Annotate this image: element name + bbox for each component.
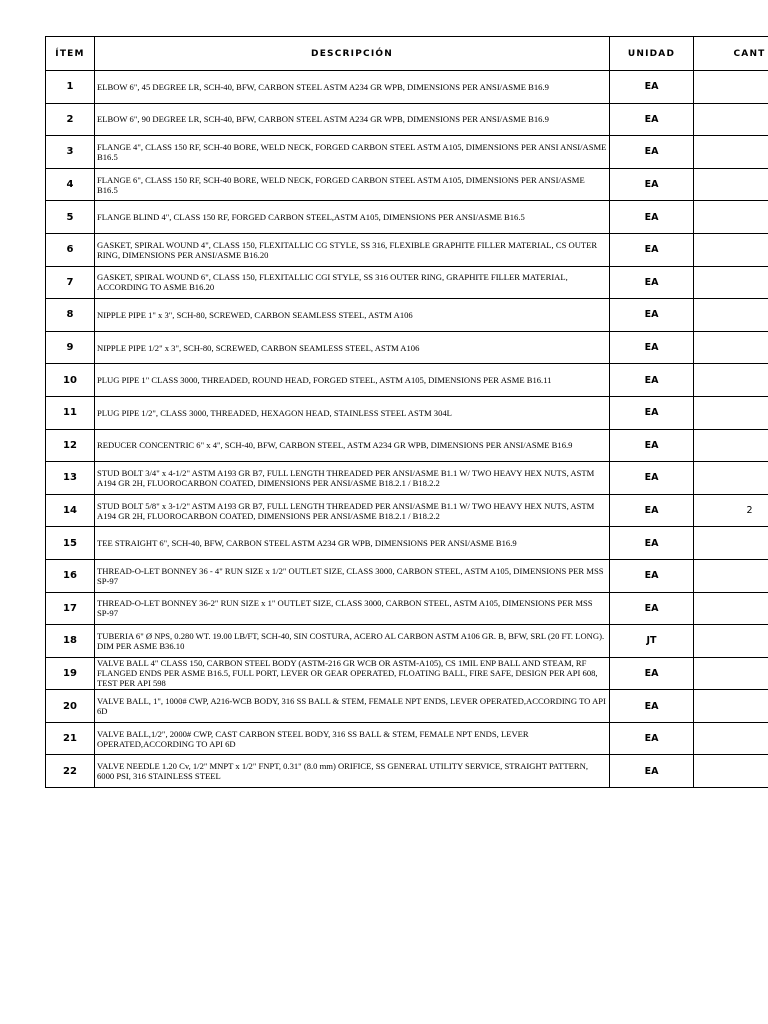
header-row [46, 37, 768, 71]
description-cell: TEE STRAIGHT 6", SCH-40, BFW, CARBON STEEL ASTM A234 GR WPB, DIMENSIONS PER ANSI/ASME B16.9 [95, 527, 610, 560]
quantity-cell [694, 722, 768, 755]
quantity-cell [694, 396, 768, 429]
item-cell: 16 [46, 559, 95, 592]
description-cell: PLUG PIPE 1" CLASS 3000, THREADED, ROUND HEAD, FORGED STEEL, ASTM A105, DIMENSIONS PER ASME B16.11 [95, 364, 610, 397]
quantity-cell [694, 299, 768, 332]
unit-cell: EA [610, 592, 694, 625]
description-cell: THREAD-O-LET BONNEY 36-2" RUN SIZE x 1" OUTLET SIZE, CLASS 3000, CARBON STEEL, ASTM A105, DIMENSIONS PER MSS SP-97 [95, 592, 610, 625]
item-cell: 14 [46, 494, 95, 527]
description-cell: REDUCER CONCENTRIC 6" x 4", SCH-40, BFW, CARBON STEEL, ASTM A234 GR WPB, DIMENSIONS PER ANSI/ASME B16.9 [95, 429, 610, 462]
quantity-cell [694, 201, 768, 234]
unit-cell: EA [610, 201, 694, 234]
item-cell: 10 [46, 364, 95, 397]
unit-cell: EA [610, 559, 694, 592]
item-cell: 3 [46, 136, 95, 169]
table-row [46, 657, 768, 690]
header-unit: UNIDAD [610, 37, 694, 71]
table-row [46, 331, 768, 364]
table-row [46, 625, 768, 658]
table-row [46, 168, 768, 201]
table-row [46, 690, 768, 723]
header-item: ÍTEM [46, 37, 95, 71]
item-cell: 12 [46, 429, 95, 462]
unit-cell: EA [610, 755, 694, 788]
description-cell: ELBOW 6", 45 DEGREE LR, SCH-40, BFW, CARBON STEEL ASTM A234 GR WPB, DIMENSIONS PER ANSI/ASME B16.9 [95, 71, 610, 104]
item-cell: 17 [46, 592, 95, 625]
unit-cell: EA [610, 136, 694, 169]
unit-cell: EA [610, 462, 694, 495]
quantity-cell [694, 136, 768, 169]
unit-cell: EA [610, 71, 694, 104]
unit-cell: EA [610, 168, 694, 201]
quantity-cell [694, 690, 768, 723]
materials-table [45, 36, 768, 788]
item-cell: 20 [46, 690, 95, 723]
item-cell: 9 [46, 331, 95, 364]
unit-cell: EA [610, 266, 694, 299]
quantity-cell [694, 559, 768, 592]
header-quantity: CANT [694, 37, 768, 71]
materials-sheet [45, 36, 768, 788]
description-cell: NIPPLE PIPE 1" x 3", SCH-80, SCREWED, CARBON SEAMLESS STEEL, ASTM A106 [95, 299, 610, 332]
quantity-cell [694, 103, 768, 136]
item-cell: 13 [46, 462, 95, 495]
unit-cell: EA [610, 527, 694, 560]
quantity-cell [694, 527, 768, 560]
item-cell: 21 [46, 722, 95, 755]
table-row [46, 592, 768, 625]
table-row [46, 201, 768, 234]
item-cell: 2 [46, 103, 95, 136]
item-cell: 18 [46, 625, 95, 658]
unit-cell: EA [610, 657, 694, 690]
quantity-cell [694, 592, 768, 625]
description-cell: STUD BOLT 3/4" x 4-1/2" ASTM A193 GR B7, FULL LENGTH THREADED PER ANSI/ASME B1.1 W/ TWO HEAVY HEX NUTS, ASTM A194 GR 2H, FLUOROCARBON COATED, DIMENSIONS PER ANSI/ASME B18.2.1 / B18.2.2 [95, 462, 610, 495]
quantity-cell [694, 429, 768, 462]
quantity-cell [694, 331, 768, 364]
item-cell: 5 [46, 201, 95, 234]
description-cell: PLUG PIPE 1/2", CLASS 3000, THREADED, HEXAGON HEAD, STAINLESS STEEL ASTM 304L [95, 396, 610, 429]
description-cell: GASKET, SPIRAL WOUND 4", CLASS 150, FLEXITALLIC CG STYLE, SS 316, FLEXIBLE GRAPHITE FILLER MATERIAL, CS OUTER RING, DIMENSIONS PER ANSI/ASME B16.20 [95, 233, 610, 266]
description-cell: FLANGE 6", CLASS 150 RF, SCH-40 BORE, WELD NECK, FORGED CARBON STEEL ASTM A105, DIMENSIONS PER ANSI/ASME B16.5 [95, 168, 610, 201]
quantity-cell [694, 657, 768, 690]
unit-cell: EA [610, 364, 694, 397]
unit-cell: EA [610, 103, 694, 136]
table-row [46, 559, 768, 592]
description-cell: VALVE BALL, 1", 1000# CWP, A216-WCB BODY, 316 SS BALL & STEM, FEMALE NPT ENDS, LEVER OPERATED,ACCORDING TO API 6D [95, 690, 610, 723]
description-cell: VALVE BALL,1/2", 2000# CWP, CAST CARBON STEEL BODY, 316 SS BALL & STEM, FEMALE NPT ENDS, LEVER OPERATED,ACCORDING TO API 6D [95, 722, 610, 755]
quantity-cell [694, 71, 768, 104]
quantity-cell [694, 233, 768, 266]
item-cell: 11 [46, 396, 95, 429]
item-cell: 8 [46, 299, 95, 332]
quantity-cell [694, 625, 768, 658]
table-row [46, 233, 768, 266]
table-row [46, 527, 768, 560]
table-row [46, 299, 768, 332]
table-row [46, 266, 768, 299]
description-cell: GASKET, SPIRAL WOUND 6", CLASS 150, FLEXITALLIC CGI STYLE, SS 316 OUTER RING, GRAPHITE FILLER MATERIAL, ACCORDING TO ASME B16.20 [95, 266, 610, 299]
description-cell: STUD BOLT 5/8" x 3-1/2" ASTM A193 GR B7, FULL LENGTH THREADED PER ANSI/ASME B1.1 W/ TWO HEAVY HEX NUTS, ASTM A194 GR 2H, FLUOROCARBON COATED, DIMENSIONS PER ANSI/ASME B18.2.1 / B18.2.2 [95, 494, 610, 527]
quantity-cell [694, 168, 768, 201]
quantity-cell [694, 266, 768, 299]
quantity-cell: 2 [694, 494, 768, 527]
description-cell: THREAD-O-LET BONNEY 36 - 4" RUN SIZE x 1/2" OUTLET SIZE, CLASS 3000, CARBON STEEL, ASTM A105, DIMENSIONS PER MSS SP-97 [95, 559, 610, 592]
description-cell: NIPPLE PIPE 1/2" x 3", SCH-80, SCREWED, CARBON SEAMLESS STEEL, ASTM A106 [95, 331, 610, 364]
table-row [46, 722, 768, 755]
table-row [46, 136, 768, 169]
table-body [46, 71, 768, 788]
table-row [46, 103, 768, 136]
unit-cell: EA [610, 722, 694, 755]
table-row [46, 396, 768, 429]
description-cell: TUBERIA 6" Ø NPS, 0.280 WT. 19.00 LB/FT, SCH-40, SIN COSTURA, ACERO AL CARBON ASTM A106 GR. B, BFW, SRL (20 FT. LONG). DIM PER ASME B36.10 [95, 625, 610, 658]
description-cell: FLANGE 4", CLASS 150 RF, SCH-40 BORE, WELD NECK, FORGED CARBON STEEL ASTM A105, DIMENSIONS PER ANSI ANSI/ASME B16.5 [95, 136, 610, 169]
table-row [46, 494, 768, 527]
quantity-cell [694, 364, 768, 397]
unit-cell: EA [610, 690, 694, 723]
unit-cell: EA [610, 233, 694, 266]
table-row [46, 364, 768, 397]
item-cell: 6 [46, 233, 95, 266]
item-cell: 1 [46, 71, 95, 104]
table-row [46, 71, 768, 104]
item-cell: 7 [46, 266, 95, 299]
unit-cell: EA [610, 299, 694, 332]
item-cell: 15 [46, 527, 95, 560]
item-cell: 22 [46, 755, 95, 788]
description-cell: VALVE BALL 4" CLASS 150, CARBON STEEL BODY (ASTM-216 GR WCB OR ASTM-A105), CS 1MIL ENP BALL AND STEAM, RF FLANGED ENDS PER ASME B16.5, FULL PORT, LEVER OR GEAR OPERATED, FLOATING BALL, FIRE SAFE, DESIGN PER API 608, TEST PER API 598 [95, 657, 610, 690]
quantity-cell [694, 755, 768, 788]
table-row [46, 429, 768, 462]
description-cell: ELBOW 6", 90 DEGREE LR, SCH-40, BFW, CARBON STEEL ASTM A234 GR WPB, DIMENSIONS PER ANSI/ASME B16.9 [95, 103, 610, 136]
item-cell: 19 [46, 657, 95, 690]
description-cell: VALVE NEEDLE 1.20 Cv, 1/2" MNPT x 1/2" FNPT, 0.31" (8.0 mm) ORIFICE, SS GENERAL UTILITY SERVICE, STRAIGHT PATTERN, 6000 PSI, 316 STAINLESS STEEL [95, 755, 610, 788]
unit-cell: EA [610, 396, 694, 429]
quantity-cell [694, 462, 768, 495]
item-cell: 4 [46, 168, 95, 201]
unit-cell: JT [610, 625, 694, 658]
description-cell: FLANGE BLIND 4", CLASS 150 RF, FORGED CARBON STEEL,ASTM A105, DIMENSIONS PER ANSI/ASME B16.5 [95, 201, 610, 234]
unit-cell: EA [610, 429, 694, 462]
table-row [46, 462, 768, 495]
table-row [46, 755, 768, 788]
unit-cell: EA [610, 331, 694, 364]
header-description: DESCRIPCIÓN [95, 37, 610, 71]
unit-cell: EA [610, 494, 694, 527]
